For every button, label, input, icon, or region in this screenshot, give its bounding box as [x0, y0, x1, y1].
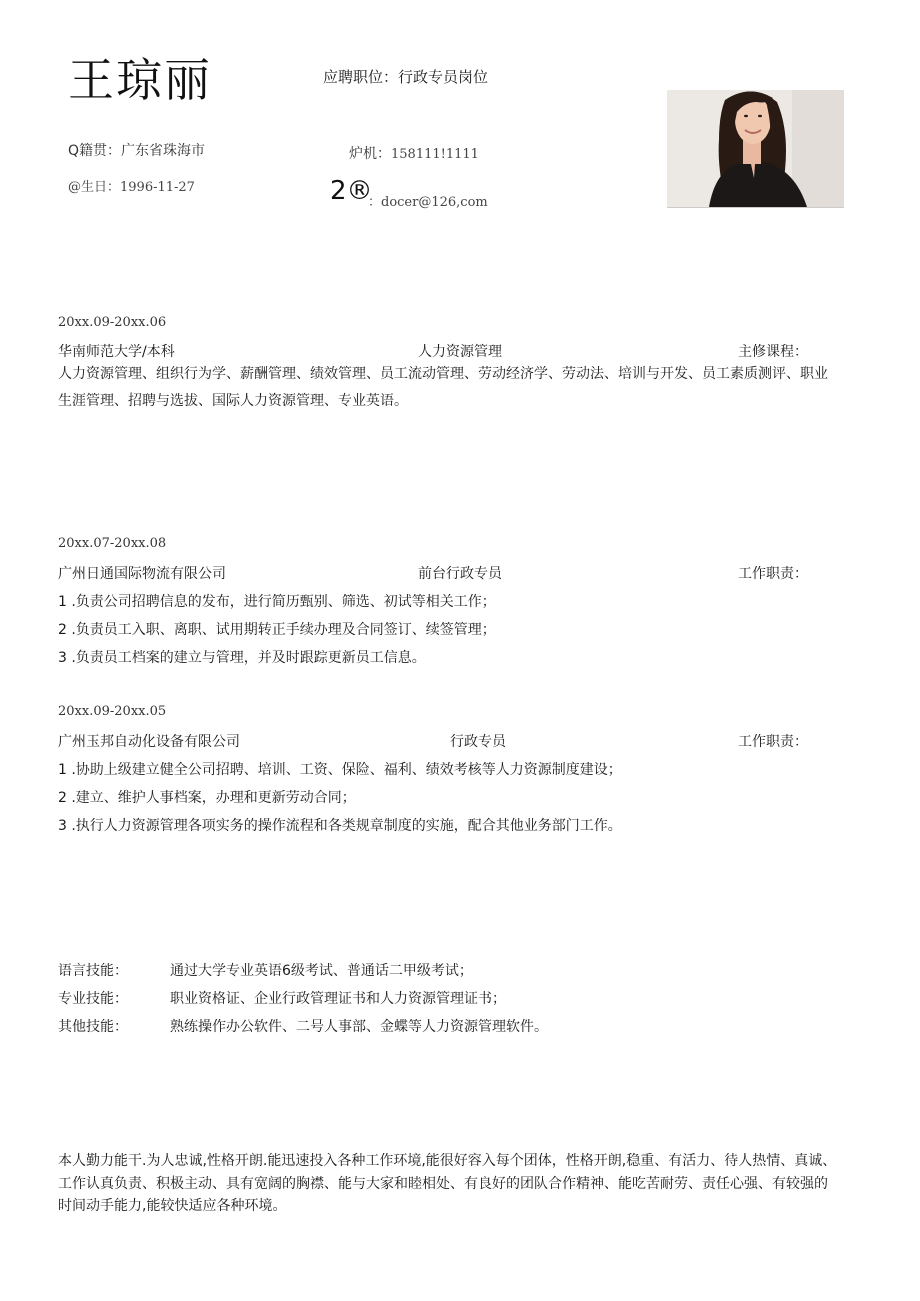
work-role: 前台行政专员 [418, 566, 502, 582]
candidate-name: 王琼丽 [68, 53, 212, 107]
duty-item: 3 .执行人力资源管理各项实务的操作流程和各类规章制度的实施，配合其他业务部门工作。 [58, 818, 622, 834]
phone-label: 炉机： [349, 146, 391, 162]
education-school: 华南师范大学/本科 [58, 344, 175, 360]
hometown: Q籍贯：广东省珠海市 [68, 143, 206, 159]
skill-label: 专业技能： [58, 991, 128, 1007]
work-company: 广州玉邦自动化设备有限公司 [58, 734, 240, 750]
duty-label: 工作职责： [738, 566, 808, 582]
profile-photo [667, 90, 844, 208]
phone-number: 158111!1111 [391, 147, 479, 162]
courses-label: 主修课程： [738, 344, 808, 360]
courses-list: 人力资源管理、组织行为学、薪酬管理、绩效管理、员工流动管理、劳动经济学、劳动法、培训与开发、员工素质测评、职业生涯管理、招聘与选拔、国际人力资源管理、专业英语。 [58, 366, 828, 409]
birthday: @生日：1996-11-27 [68, 180, 195, 195]
skill-value: 职业资格证、企业行政管理证书和人力资源管理证书； [170, 991, 506, 1007]
work-date: 20xx.07-20xx.08 [58, 536, 167, 551]
skill-value: 熟练操作办公软件、二号人事部、金蝶等人力资源管理软件。 [170, 1019, 548, 1035]
duty-label: 工作职责： [738, 734, 808, 750]
duty-item: 1 .协助上级建立健全公司招聘、培训、工资、保险、福利、绩效考核等人力资源制度建设； [58, 762, 622, 778]
self-evaluation: 本人勤力能干.为人忠诚,性格开朗.能迅速投入各种工作环境,能很好容入每个团体，性格开朗,稳重、有活力、待人热情、真诚、工作认真负责、积极主动、具有宽阔的胸襟、能与大家和睦相处、有良好的团队合作精神、能吃苦耐劳、责任心强、有较强的时间动手能力,能较快适应各种环境。 [58, 1153, 837, 1214]
education-date: 20xx.09-20xx.06 [58, 315, 167, 330]
email-icon: 2® [330, 176, 373, 206]
education-major: 人力资源管理 [418, 344, 502, 360]
skill-label: 其他技能： [58, 1019, 128, 1035]
email-address: ：docer@126,com [368, 195, 488, 210]
duty-item: 2 .负责员工入职、离职、试用期转正手续办理及合同签订、续签管理； [58, 622, 496, 638]
duty-item: 3 .负责员工档案的建立与管理，并及时跟踪更新员工信息。 [58, 650, 426, 666]
applied-position: 应聘职位：行政专员岗位 [323, 68, 489, 86]
skill-label: 语言技能： [58, 963, 128, 979]
work-company: 广州日通国际物流有限公司 [58, 566, 226, 582]
duty-item: 2 .建立、维护人事档案，办理和更新劳动合同； [58, 790, 356, 806]
phone-line [349, 143, 479, 163]
work-role: 行政专员 [450, 734, 506, 750]
portrait-image [667, 90, 844, 207]
work-date: 20xx.09-20xx.05 [58, 704, 167, 719]
duty-item: 1 .负责公司招聘信息的发布，进行简历甄别、筛选、初试等相关工作； [58, 594, 496, 610]
skill-value: 通过大学专业英语6级考试、普通话二甲级考试； [170, 963, 473, 979]
